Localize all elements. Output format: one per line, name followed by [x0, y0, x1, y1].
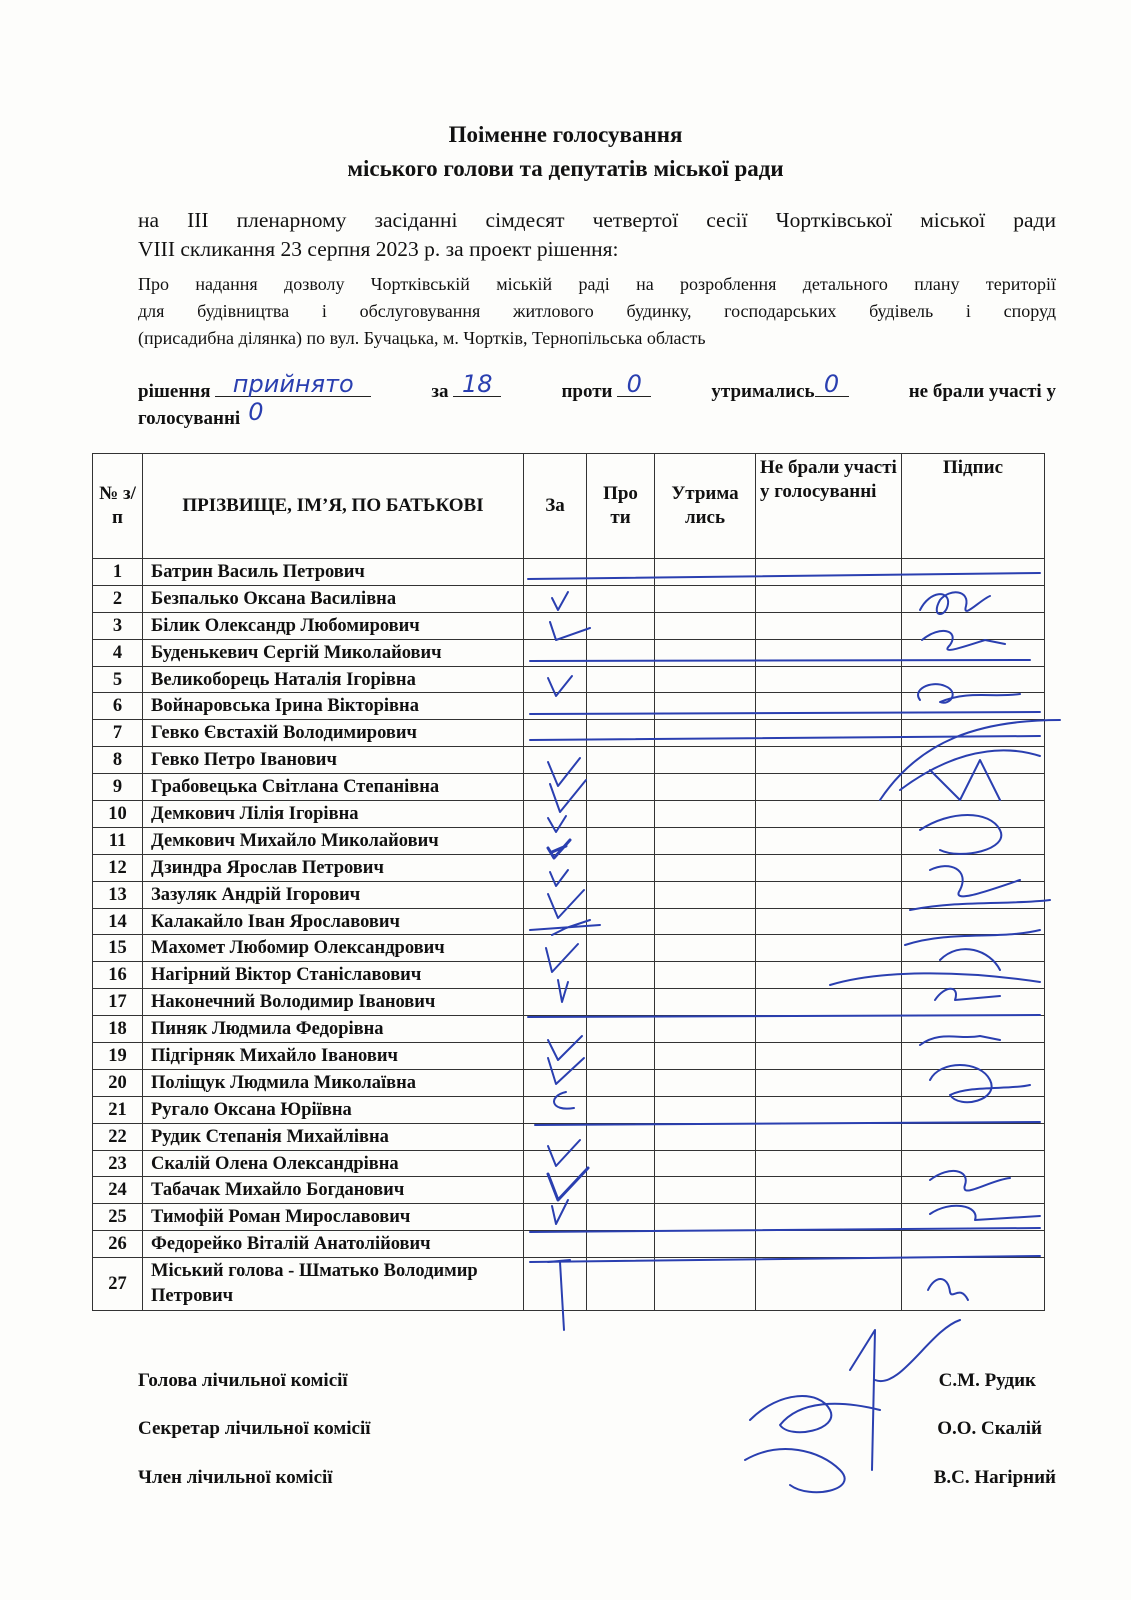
row-signature — [902, 720, 1045, 747]
row-vote-abstained — [655, 1150, 756, 1177]
table-row — [93, 639, 1045, 666]
row-vote-abstained — [655, 1177, 756, 1204]
table-row — [93, 989, 1045, 1016]
row-not-voted — [756, 585, 902, 612]
table-row — [93, 612, 1045, 639]
row-vote-abstained — [655, 1069, 756, 1096]
row-number: 27 — [93, 1258, 143, 1311]
secretary-role: Секретар лічильної комісії — [138, 1418, 371, 1439]
for-label: за — [431, 381, 449, 402]
row-number: 15 — [93, 935, 143, 962]
table-row — [93, 1043, 1045, 1070]
row-vote-for — [524, 720, 587, 747]
table-row — [93, 881, 1045, 908]
header-for: За — [524, 454, 587, 559]
row-number: 11 — [93, 827, 143, 854]
row-not-voted — [756, 1123, 902, 1150]
header-number: № з/п — [93, 454, 143, 559]
row-vote-abstained — [655, 881, 756, 908]
row-vote-against — [587, 881, 655, 908]
row-not-voted — [756, 989, 902, 1016]
table-row — [93, 720, 1045, 747]
row-signature — [902, 881, 1045, 908]
abstained-field — [815, 370, 849, 398]
member-name: В.С. Нагірний — [933, 1467, 1056, 1488]
row-not-voted — [756, 747, 902, 774]
row-vote-abstained — [655, 612, 756, 639]
row-vote-against — [587, 1150, 655, 1177]
row-number: 20 — [93, 1069, 143, 1096]
not-voted-label-1: не брали участі у — [908, 381, 1056, 402]
row-not-voted — [756, 774, 902, 801]
row-vote-against — [587, 666, 655, 693]
table-row — [93, 774, 1045, 801]
row-vote-abstained — [655, 1204, 756, 1231]
table-row — [93, 1123, 1045, 1150]
table-row — [93, 1177, 1045, 1204]
row-vote-for — [524, 559, 587, 586]
row-signature — [902, 801, 1045, 828]
row-vote-against — [587, 747, 655, 774]
table-row — [93, 666, 1045, 693]
row-vote-abstained — [655, 1123, 756, 1150]
against-handwritten-value: 0 — [626, 370, 642, 398]
row-full-name: Зазуляк Андрій Ігорович — [143, 881, 524, 908]
row-full-name: Безпалько Оксана Василівна — [143, 585, 524, 612]
row-vote-for — [524, 747, 587, 774]
row-not-voted — [756, 908, 902, 935]
row-vote-against — [587, 1016, 655, 1043]
row-vote-abstained — [655, 1016, 756, 1043]
row-vote-abstained — [655, 989, 756, 1016]
row-full-name: Демкович Лілія Ігорівна — [143, 801, 524, 828]
table-row — [93, 747, 1045, 774]
row-number: 9 — [93, 774, 143, 801]
table-row — [93, 935, 1045, 962]
row-vote-against — [587, 585, 655, 612]
row-not-voted — [756, 1177, 902, 1204]
decision-handwritten-value: прийнято — [232, 370, 354, 398]
row-vote-for — [524, 881, 587, 908]
row-not-voted — [756, 881, 902, 908]
row-signature — [902, 962, 1045, 989]
project-line-3: (присадибна ділянка) по вул. Бучацька, м. Чортків, Тернопільська область — [138, 328, 706, 348]
row-vote-against — [587, 908, 655, 935]
row-not-voted — [756, 639, 902, 666]
table-row — [93, 1204, 1045, 1231]
not-voted-label-2: голосуванні — [138, 408, 241, 429]
for-handwritten-value: 18 — [462, 370, 493, 398]
row-vote-against — [587, 1231, 655, 1258]
intro-line-1: на ІІІ пленарному засіданні сімдесят четвертої сесії Чортківської міської ради — [138, 208, 1056, 232]
row-vote-for — [524, 585, 587, 612]
row-full-name: Поліщук Людмила Миколаївна — [143, 1069, 524, 1096]
header-signature: Підпис — [902, 454, 1045, 559]
row-full-name: Дзиндра Ярослав Петрович — [143, 854, 524, 881]
table-row — [93, 1258, 1045, 1311]
row-vote-abstained — [655, 827, 756, 854]
row-number: 4 — [93, 639, 143, 666]
row-signature — [902, 747, 1045, 774]
table-row — [93, 1069, 1045, 1096]
row-number: 5 — [93, 666, 143, 693]
abstained-handwritten-value: 0 — [823, 370, 840, 398]
row-full-name: Гевко Петро Іванович — [143, 747, 524, 774]
table-row — [93, 1231, 1045, 1258]
row-number: 24 — [93, 1177, 143, 1204]
row-number: 6 — [93, 693, 143, 720]
row-vote-for — [524, 801, 587, 828]
row-vote-for — [524, 666, 587, 693]
row-not-voted — [756, 1150, 902, 1177]
row-signature — [902, 1016, 1045, 1043]
row-full-name: Батрин Василь Петрович — [143, 559, 524, 586]
member-role: Член лічильної комісії — [138, 1467, 333, 1488]
chair-role: Голова лічильної комісії — [138, 1370, 348, 1391]
row-vote-abstained — [655, 559, 756, 586]
row-number: 25 — [93, 1204, 143, 1231]
table-row — [93, 854, 1045, 881]
chair-name: С.М. Рудик — [938, 1370, 1036, 1391]
row-number: 17 — [93, 989, 143, 1016]
row-vote-for — [524, 1231, 587, 1258]
row-vote-against — [587, 801, 655, 828]
row-full-name: Гевко Євстахій Володимирович — [143, 720, 524, 747]
table-row — [93, 1150, 1045, 1177]
session-intro — [138, 206, 1056, 264]
row-vote-abstained — [655, 1096, 756, 1123]
row-signature — [902, 612, 1045, 639]
row-not-voted — [756, 1258, 902, 1311]
row-signature — [902, 693, 1045, 720]
row-vote-against — [587, 1096, 655, 1123]
row-vote-against — [587, 639, 655, 666]
row-vote-for — [524, 854, 587, 881]
row-vote-abstained — [655, 854, 756, 881]
row-number: 13 — [93, 881, 143, 908]
row-vote-for — [524, 1150, 587, 1177]
row-number: 2 — [93, 585, 143, 612]
row-vote-abstained — [655, 1231, 756, 1258]
row-full-name: Підгірняк Михайло Іванович — [143, 1043, 524, 1070]
row-vote-against — [587, 827, 655, 854]
row-vote-for — [524, 1043, 587, 1070]
row-vote-abstained — [655, 693, 756, 720]
row-vote-for — [524, 1204, 587, 1231]
row-vote-abstained — [655, 585, 756, 612]
row-full-name: Скалій Олена Олександрівна — [143, 1150, 524, 1177]
table-header-row — [93, 454, 1045, 559]
row-vote-against — [587, 559, 655, 586]
row-signature — [902, 666, 1045, 693]
row-signature — [902, 1150, 1045, 1177]
row-full-name: Міський голова - Шматько Володимир Петрович — [143, 1258, 524, 1311]
row-signature — [902, 908, 1045, 935]
row-vote-for — [524, 1016, 587, 1043]
header-not-voted: Не брали участі у голосуванні — [756, 454, 902, 559]
row-vote-against — [587, 720, 655, 747]
row-vote-against — [587, 854, 655, 881]
row-not-voted — [756, 1069, 902, 1096]
row-not-voted — [756, 962, 902, 989]
project-description — [138, 271, 1056, 352]
not-voted-handwritten-value: 0 — [248, 398, 264, 426]
row-vote-against — [587, 1069, 655, 1096]
row-vote-for — [524, 827, 587, 854]
row-full-name: Грабовецька Світлана Степанівна — [143, 774, 524, 801]
row-not-voted — [756, 559, 902, 586]
row-signature — [902, 935, 1045, 962]
row-signature — [902, 1231, 1045, 1258]
abstained-label: утримались — [711, 381, 815, 402]
row-full-name: Табачак Михайло Богданович — [143, 1177, 524, 1204]
row-vote-abstained — [655, 1258, 756, 1311]
row-not-voted — [756, 827, 902, 854]
row-vote-for — [524, 962, 587, 989]
row-vote-for — [524, 1096, 587, 1123]
row-number: 7 — [93, 720, 143, 747]
row-number: 14 — [93, 908, 143, 935]
row-not-voted — [756, 720, 902, 747]
header-full-name: ПРІЗВИЩЕ, ІМ’Я, ПО БАТЬКОВІ — [143, 454, 524, 559]
against-label: проти — [561, 381, 613, 402]
row-signature — [902, 585, 1045, 612]
row-not-voted — [756, 1096, 902, 1123]
row-signature — [902, 639, 1045, 666]
row-not-voted — [756, 854, 902, 881]
row-vote-against — [587, 693, 655, 720]
row-vote-for — [524, 1177, 587, 1204]
intro-line-2: VІІІ скликання 23 серпня 2023 р. за проект рішення: — [138, 237, 619, 261]
row-number: 3 — [93, 612, 143, 639]
row-vote-abstained — [655, 935, 756, 962]
row-vote-for — [524, 639, 587, 666]
not-voted-field — [245, 398, 267, 426]
row-full-name: Білик Олександр Любомирович — [143, 612, 524, 639]
table-row — [93, 693, 1045, 720]
row-number: 19 — [93, 1043, 143, 1070]
row-number: 23 — [93, 1150, 143, 1177]
table-row — [93, 801, 1045, 828]
row-not-voted — [756, 801, 902, 828]
row-not-voted — [756, 1204, 902, 1231]
header-against: Про ти — [587, 454, 655, 559]
row-vote-against — [587, 774, 655, 801]
table-row — [93, 827, 1045, 854]
row-signature — [902, 989, 1045, 1016]
row-vote-against — [587, 1123, 655, 1150]
project-line-2: для будівництва і обслуговування житлового будинку, господарських будівель і споруд — [138, 301, 1056, 321]
document-title-line-1: Поіменне голосування — [448, 122, 683, 147]
row-number: 8 — [93, 747, 143, 774]
document-title-line-2: міського голови та депутатів міської ради — [347, 156, 784, 181]
row-vote-for — [524, 612, 587, 639]
row-full-name: Демкович Михайло Миколайович — [143, 827, 524, 854]
row-number: 21 — [93, 1096, 143, 1123]
commission-signature-chair — [850, 1320, 960, 1470]
row-not-voted — [756, 612, 902, 639]
row-full-name: Тимофій Роман Мирославович — [143, 1204, 524, 1231]
row-signature — [902, 1123, 1045, 1150]
row-vote-against — [587, 989, 655, 1016]
row-signature — [902, 1096, 1045, 1123]
decision-field — [215, 370, 371, 398]
row-full-name: Наконечний Володимир Іванович — [143, 989, 524, 1016]
row-vote-against — [587, 935, 655, 962]
row-vote-against — [587, 1043, 655, 1070]
row-vote-abstained — [655, 962, 756, 989]
row-full-name: Нагірний Віктор Станіславович — [143, 962, 524, 989]
decision-label: рішення — [138, 381, 211, 402]
decision-summary — [138, 370, 1056, 431]
row-vote-for — [524, 1069, 587, 1096]
row-vote-for — [524, 989, 587, 1016]
row-full-name: Ругало Оксана Юріївна — [143, 1096, 524, 1123]
row-full-name: Буденькевич Сергій Миколайович — [143, 639, 524, 666]
commission-chair — [138, 1370, 1036, 1392]
row-not-voted — [756, 1043, 902, 1070]
row-full-name: Рудик Степанія Михайлівна — [143, 1123, 524, 1150]
row-number: 16 — [93, 962, 143, 989]
row-vote-abstained — [655, 774, 756, 801]
row-number: 10 — [93, 801, 143, 828]
row-full-name: Федорейко Віталій Анатолійович — [143, 1231, 524, 1258]
table-row — [93, 559, 1045, 586]
secretary-name: О.О. Скалій — [937, 1418, 1042, 1439]
row-vote-against — [587, 1204, 655, 1231]
row-signature — [902, 559, 1045, 586]
row-number: 26 — [93, 1231, 143, 1258]
row-signature — [902, 1069, 1045, 1096]
commission-secretary — [138, 1418, 1042, 1440]
row-vote-abstained — [655, 801, 756, 828]
row-vote-abstained — [655, 639, 756, 666]
row-full-name: Великоборець Наталія Ігорівна — [143, 666, 524, 693]
project-line-1: Про надання дозволу Чортківській міській раді на розроблення детального плану території — [138, 274, 1056, 294]
row-signature — [902, 1177, 1045, 1204]
row-not-voted — [756, 1231, 902, 1258]
row-vote-for — [524, 774, 587, 801]
for-field — [453, 370, 501, 398]
table-row — [93, 585, 1045, 612]
row-vote-for — [524, 1123, 587, 1150]
row-vote-against — [587, 1177, 655, 1204]
row-vote-against — [587, 962, 655, 989]
row-full-name: Пиняк Людмила Федорівна — [143, 1016, 524, 1043]
row-not-voted — [756, 666, 902, 693]
row-not-voted — [756, 935, 902, 962]
row-vote-abstained — [655, 908, 756, 935]
row-vote-against — [587, 1258, 655, 1311]
row-vote-abstained — [655, 1043, 756, 1070]
row-full-name: Калакайло Іван Ярославович — [143, 908, 524, 935]
header-abstained: Утрима лись — [655, 454, 756, 559]
row-vote-for — [524, 908, 587, 935]
row-vote-for — [524, 693, 587, 720]
row-signature — [902, 854, 1045, 881]
row-not-voted — [756, 1016, 902, 1043]
row-number: 12 — [93, 854, 143, 881]
row-vote-abstained — [655, 747, 756, 774]
row-number: 18 — [93, 1016, 143, 1043]
row-vote-abstained — [655, 720, 756, 747]
row-vote-abstained — [655, 666, 756, 693]
row-full-name: Войнаровська Ірина Вікторівна — [143, 693, 524, 720]
row-signature — [902, 1204, 1045, 1231]
row-vote-against — [587, 612, 655, 639]
table-row — [93, 1016, 1045, 1043]
commission-member — [138, 1467, 1056, 1489]
row-number: 22 — [93, 1123, 143, 1150]
row-not-voted — [756, 693, 902, 720]
row-vote-for — [524, 935, 587, 962]
table-row — [93, 1096, 1045, 1123]
table-row — [93, 962, 1045, 989]
roll-call-table — [92, 453, 1045, 1311]
row-vote-for — [524, 1258, 587, 1311]
row-number: 1 — [93, 559, 143, 586]
row-signature — [902, 827, 1045, 854]
row-full-name: Махомет Любомир Олександрович — [143, 935, 524, 962]
row-signature — [902, 1258, 1045, 1311]
row-signature — [902, 1043, 1045, 1070]
against-field — [617, 370, 651, 398]
table-row — [93, 908, 1045, 935]
row-signature — [902, 774, 1045, 801]
